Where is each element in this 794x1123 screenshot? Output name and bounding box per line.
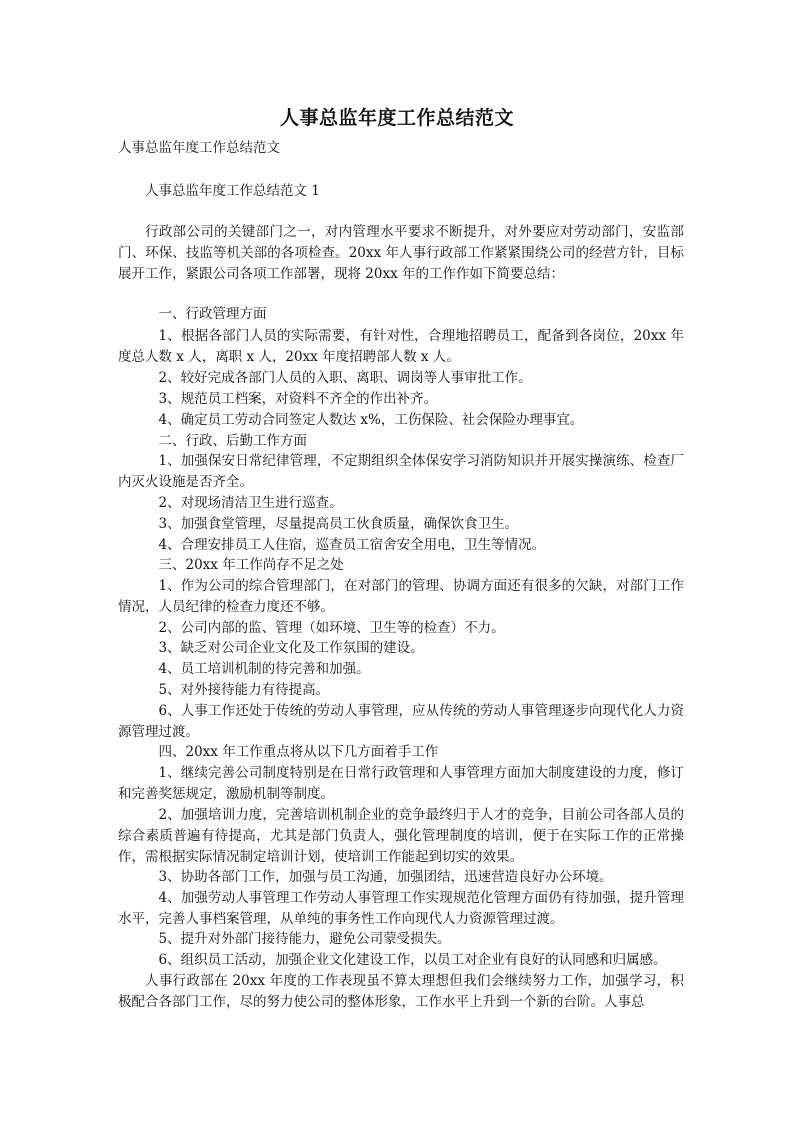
- paragraph: 2、公司内部的监、管理（如环境、卫生等的检查）不力。: [158, 620, 505, 636]
- paragraph: 4、合理安排员工人住宿，巡查员工宿舍安全用电，卫生等情况。: [158, 537, 546, 553]
- paragraph: 3、缺乏对公司企业文化及工作氛围的建设。: [158, 640, 424, 656]
- closing-paragraph: 人事行政部在 20xx 年度的工作表现虽不算太理想但我们会继续努力工作，加强学习，积极配合各部门工作，尽的努力使公司的整体形象，工作水平上升到一个新的台阶。人事总: [118, 973, 684, 1010]
- paragraph: 4、加强劳动人事管理工作劳动人事管理工作实现规范化管理方面仍有待加强，提升管理水平，完善人事档案管理，从单纯的事务性工作向现代人力资源管理过渡。: [118, 890, 684, 927]
- document-title: 人事总监年度工作总结范文: [279, 107, 514, 129]
- paragraph: 6、人事工作还处于传统的劳动人事管理，应从传统的劳动人事管理逐步向现代化人力资源管理过渡。: [118, 703, 684, 740]
- section-heading: 四、20xx 年工作重点将从以下几方面着手工作: [158, 744, 439, 760]
- paragraph: 1、加强保安日常纪律管理，不定期组织全体保安学习消防知识并开展实操演练、检查厂内灭火设施是否齐全。: [118, 453, 684, 490]
- paragraph: 4、确定员工劳动合同签定人数达 x%，工伤保险、社会保险办理事宜。: [158, 412, 584, 428]
- intro-paragraph: 行政部公司的关键部门之一，对内管理水平要求不断提升，对外要应对劳动部门，安监部门、环保、技监等机关部的各项检查。20xx 年人事行政部工作紧紧围绕公司的经营方针，目标展开工作，紧跟公司各项工作部署，现将 20xx 年的工作作如下简要总结：: [118, 224, 684, 282]
- section-heading: 一、行政管理方面: [158, 306, 267, 322]
- paragraph: 2、加强培训力度，完善培训机制企业的竞争最终归于人才的竞争，目前公司各部人员的综合素质普遍有待提高，尤其是部门负责人，强化管理制度的培训，便于在实际工作的正常操作，需根据实际情况制定培训计划，使培训工作能起到切实的效果。: [118, 807, 684, 865]
- paragraph: 2、较好完成各部门人员的入职、离职、调岗等人事审批工作。: [158, 370, 532, 386]
- section-heading: 二、行政、后勤工作方面: [158, 433, 307, 449]
- paragraph: 3、加强食堂管理，尽量提高员工伙食质量，确保饮食卫生。: [158, 516, 519, 532]
- paragraph: 5、提升对外部门接待能力，避免公司蒙受损失。: [158, 931, 451, 947]
- paragraph: 1、继续完善公司制度特别是在日常行政管理和人事管理方面加大制度建设的力度，修订和完善奖惩规定，激励机制等制度。: [118, 765, 684, 802]
- paragraph: 3、协助各部门工作，加强与员工沟通，加强团结，迅速营造良好办公环境。: [158, 869, 613, 885]
- section-heading-1: 人事总监年度工作总结范文 1: [145, 183, 320, 199]
- paragraph: 4、员工培训机制的待完善和加强。: [158, 661, 370, 677]
- paragraph: 6、组织员工活动，加强企业文化建设工作，以员工对企业有良好的认同感和归属感。: [158, 952, 667, 968]
- section-heading: 三、20xx 年工作尚存不足之处: [158, 557, 344, 573]
- paragraph: 1、作为公司的综合管理部门，在对部门的管理、协调方面还有很多的欠缺，对部门工作情况，人员纪律的检查力度还不够。: [118, 578, 684, 615]
- paragraph: 5、对外接待能力有待提高。: [158, 682, 330, 698]
- subtitle-line: 人事总监年度工作总结范文: [118, 140, 280, 156]
- paragraph: 2、对现场清洁卫生进行巡查。: [158, 495, 343, 511]
- paragraph: 1、根据各部门人员的实际需要，有针对性，合理地招聘员工，配备到各岗位，20xx 年度总人数 x 人，离职 x 人，20xx 年度招聘部人数 x 人。: [118, 328, 684, 365]
- paragraph: 3、规范员工档案，对资料不齐全的作出补齐。: [158, 391, 438, 407]
